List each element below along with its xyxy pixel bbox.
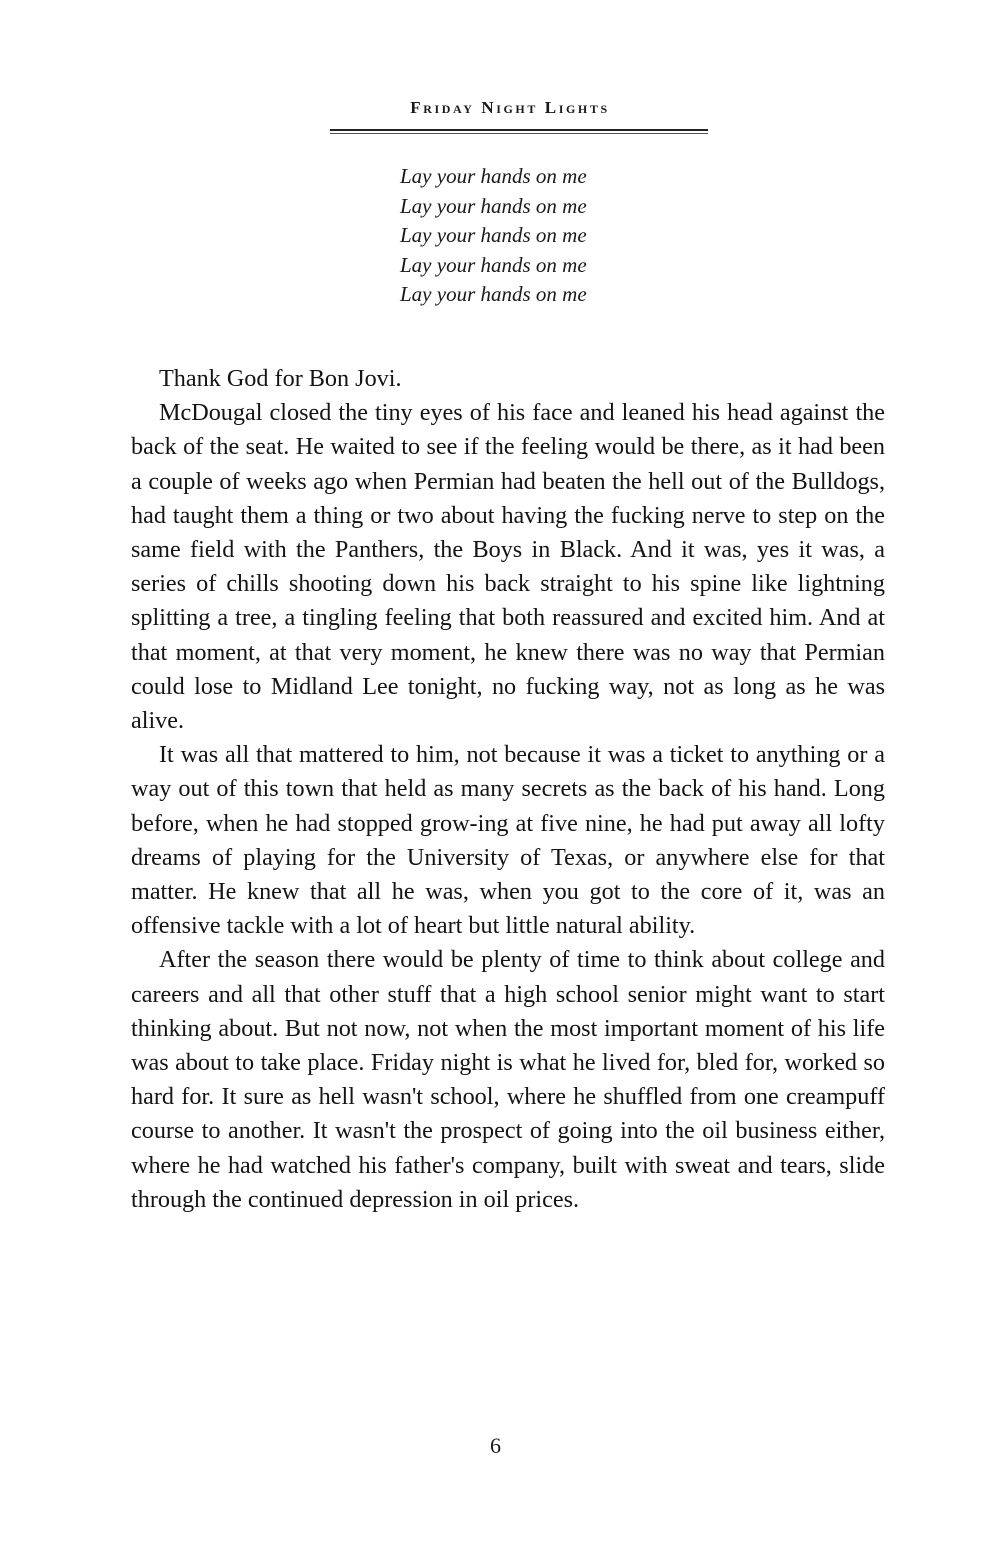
running-head-rule	[330, 129, 708, 131]
lyric-line: Lay your hands on me	[400, 223, 587, 247]
paragraph: Thank God for Bon Jovi.	[159, 365, 402, 392]
page-number: 6	[490, 1433, 501, 1458]
running-head-rule-thin	[330, 133, 708, 134]
lyric-line: Lay your hands on me	[400, 252, 587, 277]
song-lyrics	[400, 162, 720, 310]
paragraph: After the season there would be plenty of time to think about college and careers and all that other stuff that a high school senior might want to start thinking about. But not now, not when the most important moment of his life was about to take place. Friday night is what he lived for, bled for, worked so hard for. It sure as hell wasn't school, where he shuffled from one creampuff course to another. It wasn't the prospect of going into the oil business either, where he had watched his father's company, built with sweat and tears, slide through the continued depression in oil prices.	[131, 946, 885, 1213]
running-head: Friday Night Lights	[410, 98, 610, 117]
paragraph: McDougal closed the tiny eyes of his face and leaned his head against the back of the seat. He waited to see if the feeling would be there, as it had been a couple of weeks ago when Permian had beaten the hell out of the Bulldogs, had taught them a thing or two about having the fucking nerve to step on the same field with the Panthers, the Boys in Black. And it was, yes it was, a series of chills shooting down his back straight to his spine like lightning splitting a tree, a tingling feeling that both reassured and excited him. And at that moment, at that very moment, he knew there was no way that Permian could lose to Midland Lee tonight, no fucking way, not as long as he was alive.	[131, 399, 885, 735]
paragraph: It was all that mattered to him, not because it was a ticket to anything or a way out of this town that held as many secrets as the back of his hand. Long before, when he had stopped grow-ing at five nine, he had put away all lofty dreams of playing for the University of Texas, or anywhere else for that matter. He knew that all he was, when you got to the core of it, was an offensive tackle with a lot of heart but little natural ability.	[131, 741, 885, 940]
lyric-line: Lay your hands on me	[400, 282, 587, 306]
body-text	[131, 362, 885, 1217]
lyric-line: Lay your hands on me	[400, 164, 587, 188]
lyric-line: Lay your hands on me	[400, 193, 587, 218]
